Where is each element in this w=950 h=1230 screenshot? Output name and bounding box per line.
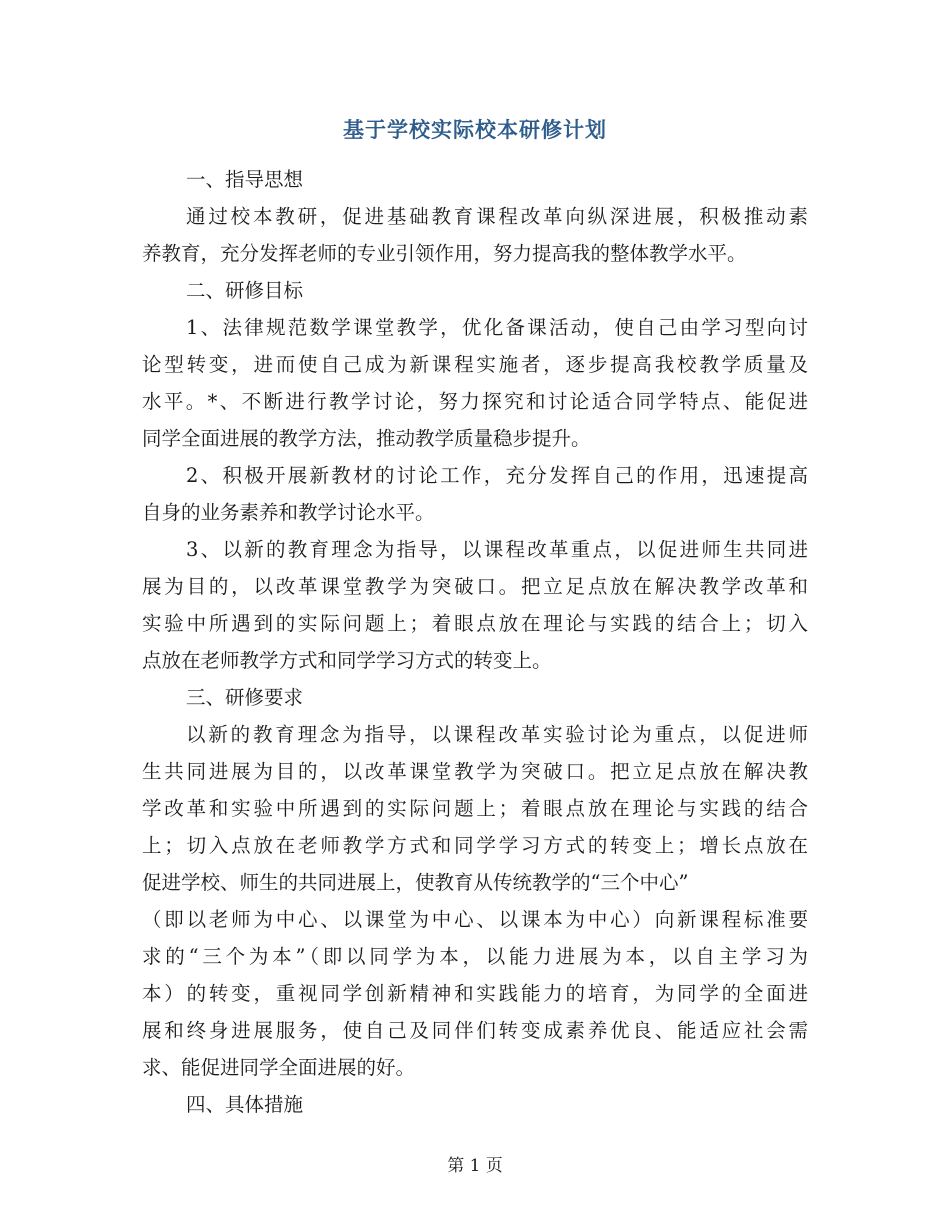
page-number: 第 1 页 bbox=[447, 1156, 503, 1176]
section-heading-1: 一、指导思想 bbox=[186, 168, 304, 191]
paragraph-line: 1、法律规范数学课堂教学，优化备课活动，使自己由学习型向讨 bbox=[186, 316, 808, 339]
paragraph-line: 论型转变，进而使自己成为新课程实施者，逐步提高我校教学质量及 bbox=[142, 353, 808, 376]
section-heading-2: 二、研修目标 bbox=[186, 279, 304, 302]
paragraph-line: 促进学校、师生的共同进展上，使教育从传统教学的“三个中心” bbox=[142, 871, 689, 894]
section-heading-4: 四、具体措施 bbox=[186, 1093, 304, 1116]
paragraph-line: 养教育，充分发挥老师的专业引领作用，努力提高我的整体教学水平。 bbox=[142, 242, 747, 265]
paragraph-line: 实验中所遇到的实际问题上；着眼点放在理论与实践的结合上；切入 bbox=[142, 612, 808, 635]
paragraph-line: 学改革和实验中所遇到的实际问题上；着眼点放在理论与实践的结合 bbox=[142, 797, 808, 820]
document-body bbox=[142, 161, 808, 1123]
paragraph-line: 求、能促进同学全面进展的好。 bbox=[142, 1056, 416, 1079]
paragraph-line: （即以老师为中心、以课堂为中心、以课本为中心）向新课程标准要 bbox=[142, 908, 808, 931]
paragraph-line: 上；切入点放在老师教学方式和同学学习方式的转变上；增长点放在 bbox=[142, 834, 808, 857]
paragraph-line: 本）的转变，重视同学创新精神和实践能力的培育，为同学的全面进 bbox=[142, 982, 808, 1005]
paragraph-line: 同学全面进展的教学方法，推动教学质量稳步提升。 bbox=[142, 427, 591, 450]
paragraph-line: 展和终身进展服务，使自己及同伴们转变成素养优良、能适应社会需 bbox=[142, 1019, 808, 1042]
paragraph-line: 生共同进展为目的，以改革课堂教学为突破口。把立足点放在解决教 bbox=[142, 760, 808, 783]
document-title: 基于学校实际校本研修计划 bbox=[343, 118, 607, 142]
paragraph-line: 水平。*、不断进行教学讨论，努力探究和讨论适合同学特点、能促进 bbox=[142, 390, 808, 413]
paragraph-line: 通过校本教研，促进基础教育课程改革向纵深进展，积极推动素 bbox=[186, 205, 808, 228]
paragraph-line: 展为目的，以改革课堂教学为突破口。把立足点放在解决教学改革和 bbox=[142, 575, 808, 598]
section-heading-3: 三、研修要求 bbox=[186, 686, 304, 709]
paragraph-line: 求的“三个为本”（即以同学为本，以能力进展为本，以自主学习为 bbox=[142, 945, 808, 968]
paragraph-line: 2、积极开展新教材的讨论工作，充分发挥自己的作用，迅速提高 bbox=[186, 464, 808, 487]
paragraph-line: 自身的业务素养和教学讨论水平。 bbox=[142, 501, 435, 524]
paragraph-line: 以新的教育理念为指导，以课程改革实验讨论为重点，以促进师 bbox=[186, 723, 808, 746]
paragraph-line: 点放在老师教学方式和同学学习方式的转变上。 bbox=[142, 649, 552, 672]
paragraph-line: 3、以新的教育理念为指导，以课程改革重点，以促进师生共同进 bbox=[186, 538, 808, 561]
